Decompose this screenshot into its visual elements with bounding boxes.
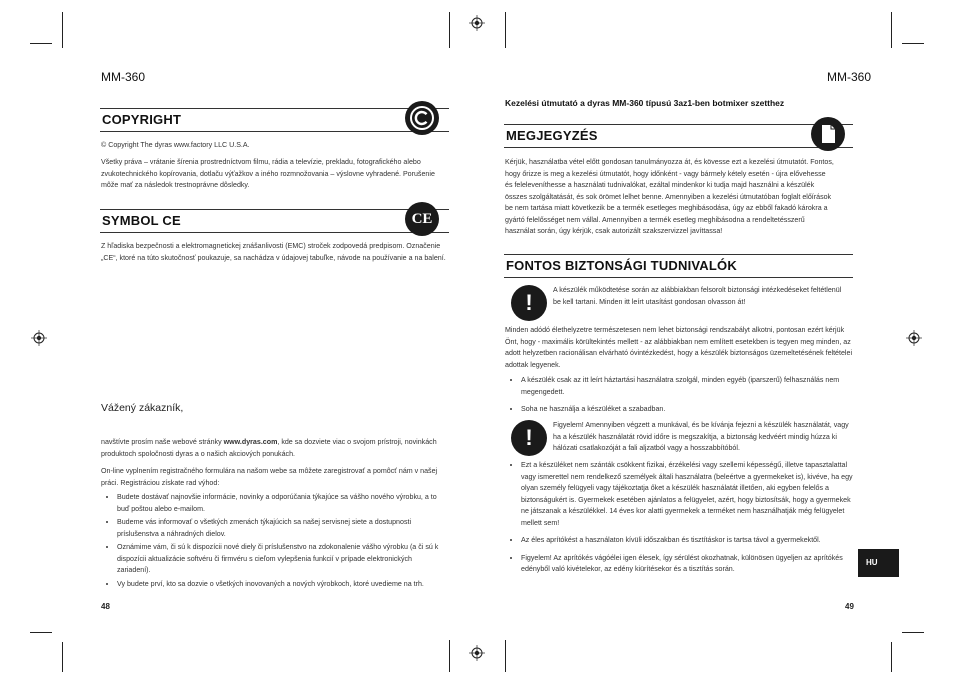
section-title: MEGJEGYZÉS [506, 128, 598, 143]
safety-warning-text: Figyelem! Amennyiben végzett a munkával, és be kívánja fejezni a készülék használatát, vagy ha a készülék használatát rövid időre is megszakítja, a biztonság kedvéért mindig húzza ki hálózati csatlakozóját a fali aljzatból vagy a hosszabbítóból. [553, 421, 849, 452]
warning-icon: ! [511, 285, 547, 321]
ce-mark-text: CE [411, 211, 433, 227]
symbol-ce-section-header [100, 209, 449, 233]
note-section-header [504, 124, 853, 148]
language-tab: HU [858, 549, 899, 577]
list-item: • Soha ne használja a készüléket a szabadban. [521, 404, 851, 416]
safety-section-header [504, 254, 853, 278]
list-item: • Figyelem! Az aprítókés vágóélei igen élesek, így sérülést okozhatnak, különösen ügyeljen az aprítókés edényből való kivételekor, az edény kiürítésekor és a tisztítás során. [521, 553, 856, 576]
safety-list [505, 460, 856, 578]
copyright-icon [405, 101, 439, 135]
symbol-ce-body: Z hľadiska bezpečnosti a elektromagnetickej znášanlivosti (EMC) stroček zodpovedá predpisom. Označenie „CE“, ktoré na túto skutočnosť poukazuje, sa nachádza v údajovej tabuľke, návode na používanie a na balení. [101, 242, 446, 262]
safety-paragraph: Minden adódó élethelyzetre természetesen nem lehet biztonsági rendszabályt alkotni, pontosan ezért kérjük Önt, hogy - maximális körültekintés mellett - az alábbiakban nem említett esetekben is tegyen meg minden, az adott helyzetben racionálisan elvárható óvintézkedést, hogy a készülék biztonságos üzemeltetésének feltételei adottak legyenek. [505, 326, 853, 369]
page-number: 48 [101, 602, 110, 611]
list-item: • Budeme vás informovať o všetkých zmenách týkajúcich sa našej servisnej siete a dostupnosti príslušenstva a náhradných dielov. [117, 517, 446, 540]
list-item: • Ezt a készüléket nem szánták csökkent fizikai, érzékelési vagy szellemi képességű, illetve tapasztalattal vagy ismerettel nem rendelkező személyek általi használatra (beleértve a gyermekeket is), kivéve, ha egy olyan személy felügyeli vagy tájékoztatja őket a készülék használatát illetően, aki egyben felelős a biztonságukért is. Gyermekek esetében ajánlatos a felügyelet, azért, hogy biztosítsák, hogy a gyermekek ne játszanak a készülékkel. 14 éves kor alatti gyermekek a terméket nem használhatják még felügyelet mellett sem! [521, 460, 856, 529]
list-item: • Budete dostávať najnovšie informácie, novinky a odporúčania týkajúce sa vášho nového výrobku, a to buď poštou alebo e-mailom. [117, 492, 446, 515]
registration-paragraph: On-line vyplnením registračného formulára na našom webe sa môžete zaregistrovať a pomôcť nám v našej práci. Registráciou získate rad výhod: [101, 467, 438, 487]
section-title: FONTOS BIZTONSÁGI TUDNIVALÓK [506, 258, 737, 273]
safety-warning-text: A készülék működtetése során az alábbiakban felsorolt biztonsági intézkedéseket feltétlenül be kell tartani. Minden itt leírt utasítást gondosan olvasson át! [553, 286, 842, 306]
section-title: SYMBOL CE [102, 213, 181, 228]
website-link[interactable]: www.dyras.com [223, 438, 278, 446]
model-header: MM-360 [101, 70, 146, 84]
visit-text: navštívte prosím naše webové stránky [101, 438, 224, 446]
page-number: 49 [845, 602, 854, 611]
greeting: Vážený zákazník, [101, 402, 184, 414]
ce-mark-icon [405, 202, 439, 236]
list-item: • Oznámime vám, či sú k dispozícii nové diely či príslušenstvo na zdokonalenie vášho výrobku (a či sú k dispozícii aktualizácie softvéru či firmvéru s cieľom vylepšenia funkcií v prípade elektronických zariadení). [117, 542, 446, 577]
note-body: Kérjük, használatba vétel előtt gondosan tanulmányozza át, és kövesse ezt a kezelési útmutatót. Fontos, hogy őrizze is meg a kezelési útmutatót, hogy időnként - vagy bármely kétely esetén - újra elővehesse és feleleveníthesse a használati tudnivalókat, ezáltal mindenkor ki tudja majd használni a készülék összes szolgáltatását, és sok örömet lelhet benne. Amennyiben a kezelési útmutatóban foglalt előírások be nem tartása miatt következik be a termék esetleges meghibásodása, úgy az ebből fakadó károkra a gyártó felelősséget nem vállal. Amennyiben a termék esetleg meghibásodna a rendeltetésszerű használat során, úgy kérjük, csak autorizált szakszervizzel javíttassa! [505, 158, 834, 235]
document-icon [811, 117, 845, 151]
list-item: • Az éles aprítókést a használaton kívüli időszakban és tisztításkor is tartsa távol a gyermekektől. [521, 535, 856, 547]
copyright-section-header [100, 108, 449, 132]
model-header: MM-360 [827, 70, 872, 84]
manual-title: Kezelési útmutató a dyras MM-360 típusú 3az1-ben botmixer szetthez [505, 98, 785, 108]
list-item: • Vy budete prví, kto sa dozvie o všetkých inovovaných a nových výrobkoch, ktoré uvedieme na trh. [117, 579, 446, 591]
section-title: COPYRIGHT [102, 112, 182, 127]
benefits-list [101, 492, 446, 592]
safety-list [505, 375, 851, 418]
visit-text-continued: , kde sa dozviete viac o svojom prístroji, novinkách produktoch spoločnosti dyras a o našich akciových ponukách. [101, 438, 437, 458]
warning-icon: ! [511, 420, 547, 456]
list-item: • A készülék csak az itt leírt háztartási használatra szolgál, minden egyéb (iparszerű) felhasználás nem megengedett. [521, 375, 851, 398]
copyright-line: © Copyright The dyras www.factory LLC U.S.A. [101, 141, 250, 149]
visit-paragraph [101, 437, 446, 460]
copyright-body: Všetky práva – vrátanie šírenia prostredníctvom filmu, rádia a televízie, prekladu, fotografického alebo zvukotechnického kopírovania, dotlaču výťažkov a iného rozmnožovania – výslovne vyhradené. Porušenie môže mať za následok trestnoprávne dôsledky. [101, 158, 435, 189]
